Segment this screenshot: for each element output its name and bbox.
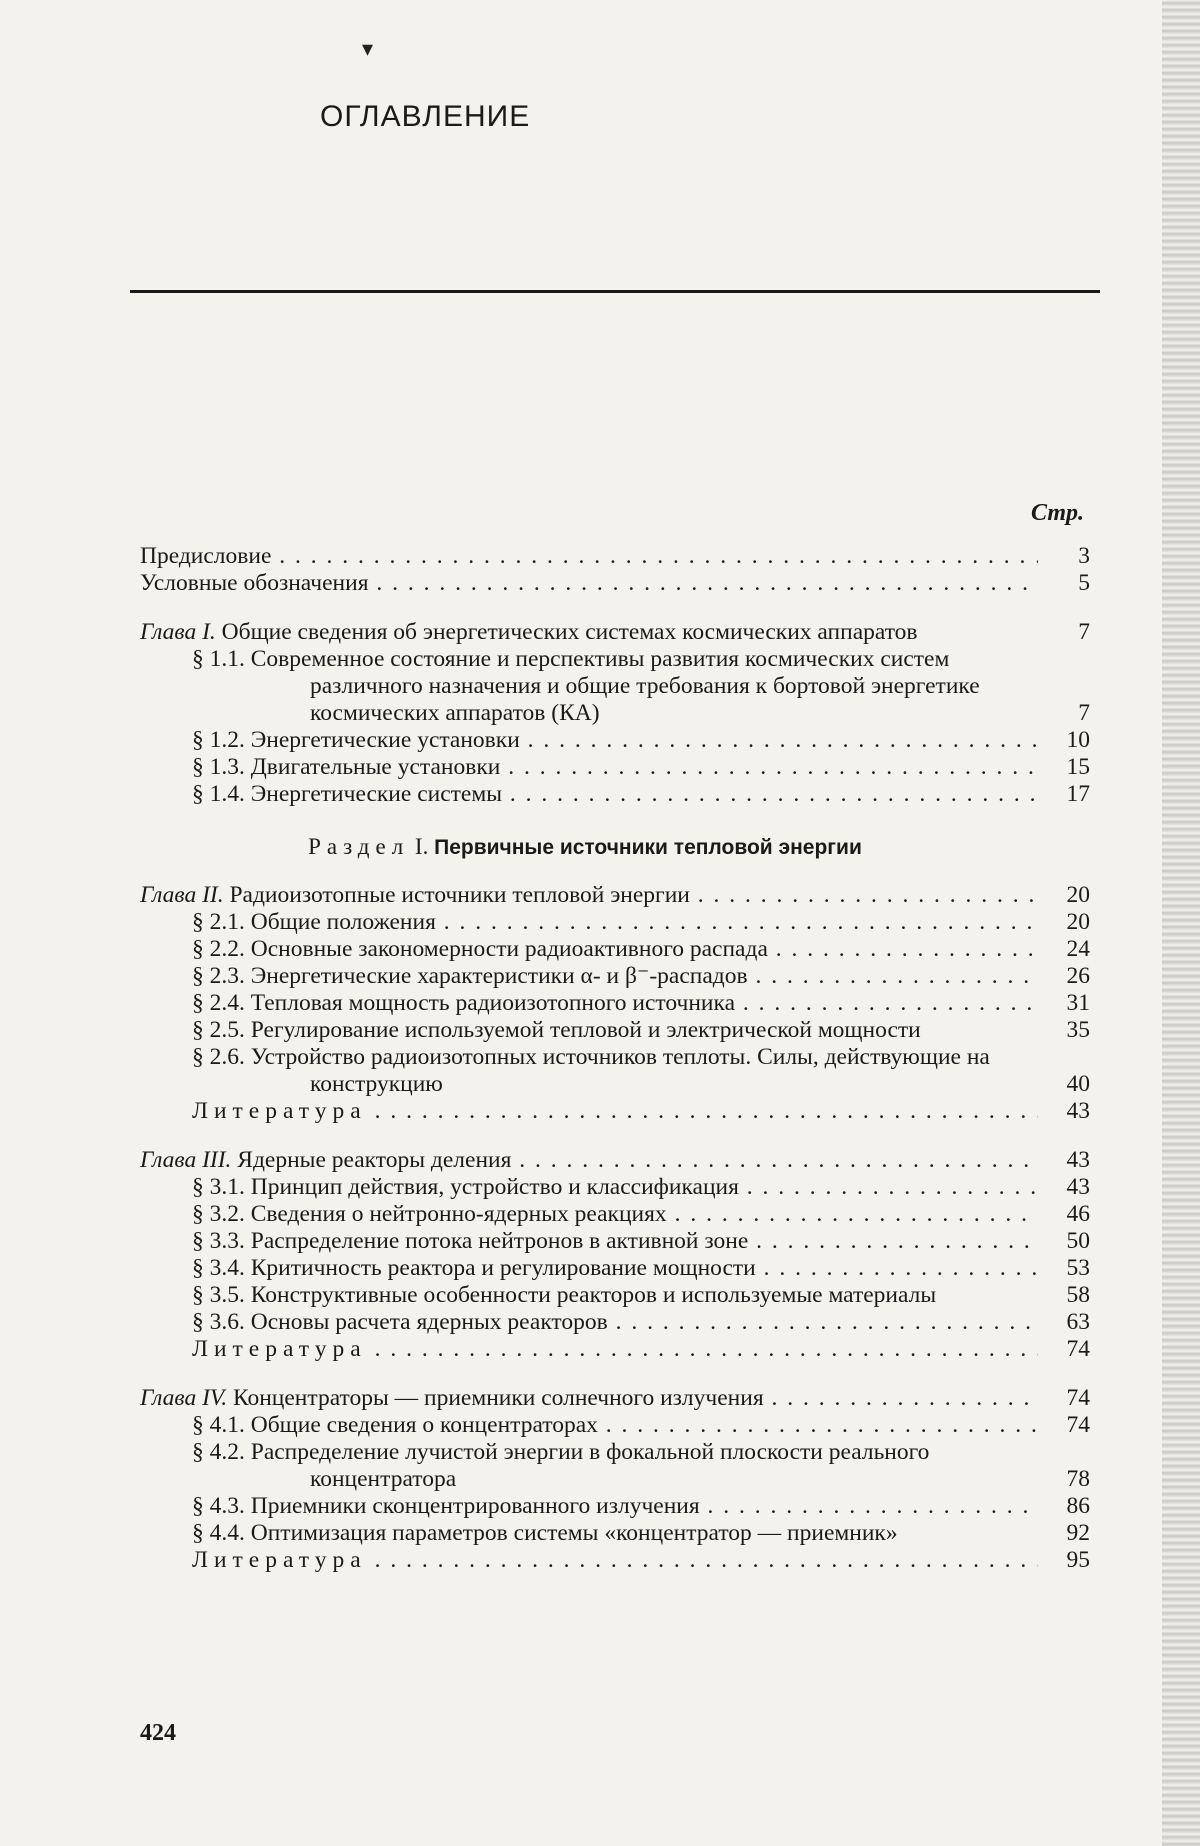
toc-entry-title: Энергетические системы [250, 781, 502, 807]
toc-row [140, 1147, 1090, 1174]
toc-entry-text [140, 963, 1038, 990]
toc-row [140, 936, 1090, 963]
toc-row [140, 570, 1090, 597]
toc-entry-text [140, 619, 1038, 646]
divider-rule [130, 290, 1100, 293]
toc-page-number: 40 [1066, 1071, 1090, 1097]
toc-page-number: 86 [1066, 1493, 1090, 1519]
toc-entry-number: § 4.4. [192, 1520, 245, 1546]
toc-entry-text [140, 754, 1038, 781]
toc-row [140, 1044, 1090, 1098]
scan-edge-shadow [1162, 0, 1200, 1846]
toc-page-number: 43 [1066, 1174, 1090, 1200]
toc-row [140, 1255, 1090, 1282]
toc-entry-title: Концентраторы — приемники солнечного излучения [232, 1385, 764, 1411]
toc-row [140, 1098, 1090, 1125]
toc-page-number: 20 [1066, 909, 1090, 935]
toc-entry-text [140, 990, 1038, 1017]
toc-entry-text [140, 1520, 1038, 1547]
toc-entry-title: Принцип действия, устройство и классификация [250, 1174, 739, 1200]
section-label: Раздел [308, 834, 410, 859]
toc-page-number: 95 [1066, 1547, 1090, 1573]
page-column-label: Стр. [1030, 500, 1084, 526]
toc-page-number: 46 [1066, 1201, 1090, 1227]
toc-entry-text [140, 781, 1038, 808]
toc-row [140, 1547, 1090, 1574]
toc-entry-title: Двигательные установки [250, 754, 501, 780]
toc-entry-number: § 2.2. [192, 936, 245, 962]
toc-entry-number: Глава II. [140, 882, 224, 908]
toc-entry-text [140, 1547, 1038, 1574]
toc-entry-text [140, 1385, 1038, 1412]
toc-page-number: 17 [1066, 781, 1090, 807]
toc-entry-title: Современное состояние и перспективы развития космических систем различного назначения и общие требования к бортовой энергетике космических аппаратов (КА) [250, 646, 980, 726]
toc-entry-number: § 4.3. [192, 1493, 245, 1519]
scan-speck: ▾ [362, 36, 374, 61]
toc-entry-number: § 2.1. [192, 909, 245, 935]
toc-row [140, 781, 1090, 808]
toc-page-number: 7 [1078, 700, 1090, 726]
toc-entry-text [140, 727, 1038, 754]
toc-entry-text [140, 543, 1038, 570]
toc-page-number: 15 [1066, 754, 1090, 780]
toc-entry-title: Приемники сконцентрированного излучения [250, 1493, 700, 1519]
toc-entry-text [140, 1174, 1038, 1201]
toc-entry-title: Сведения о нейтронно-ядерных реакциях [250, 1201, 667, 1227]
toc-entry-number: Глава I. [140, 619, 216, 645]
toc-page-number: 50 [1066, 1228, 1090, 1254]
toc-entries [140, 543, 1090, 1574]
toc-row [140, 1520, 1090, 1547]
toc-row [140, 1017, 1090, 1044]
toc-entry-title: Распределение лучистой энергии в фокальной плоскости реального концентратора [250, 1439, 930, 1492]
toc-entry-title: Литература [192, 1336, 367, 1362]
toc-page-number: 74 [1066, 1412, 1090, 1438]
toc-entry-title: Основы расчета ядерных реакторов [250, 1309, 608, 1335]
toc-entry-number: § 4.2. [192, 1439, 245, 1465]
toc-entry-number: § 3.1. [192, 1174, 245, 1200]
toc-entry-number: § 1.4. [192, 781, 245, 807]
toc-page-number: 43 [1066, 1147, 1090, 1173]
toc-entry-title: Тепловая мощность радиоизотопного источника [250, 990, 736, 1016]
section-title [140, 834, 1090, 860]
toc-row [140, 619, 1090, 646]
toc-entry-title: Радиоизотопные источники тепловой энергии [229, 882, 690, 908]
toc-entry-number: § 2.6. [192, 1044, 245, 1070]
toc-entry-title: Распределение потока нейтронов в активной зоне [250, 1228, 749, 1254]
toc-page-number: 58 [1066, 1282, 1090, 1308]
toc-entry-title: Основные закономерности радиоактивного распада [250, 936, 768, 962]
toc-entry-number: Глава III. [140, 1147, 232, 1173]
toc-entry-title: Общие сведения о концентраторах [250, 1412, 598, 1438]
toc-entry-text [140, 570, 1038, 597]
toc-page-number: 43 [1066, 1098, 1090, 1124]
toc-entry-number: § 3.2. [192, 1201, 245, 1227]
toc-row [140, 909, 1090, 936]
toc-row [140, 754, 1090, 781]
page-title: ОГЛАВЛЕНИЕ [320, 100, 531, 133]
toc-entry-text [140, 1493, 1038, 1520]
toc-page-number: 20 [1066, 882, 1090, 908]
toc-row [140, 1439, 1090, 1493]
toc-entry-number: Глава IV. [140, 1385, 228, 1411]
toc-entry-number: § 1.3. [192, 754, 245, 780]
toc-page-number: 74 [1066, 1336, 1090, 1362]
toc-row [140, 1282, 1090, 1309]
toc-entry-text [140, 882, 1038, 909]
toc-gap [140, 1125, 1090, 1147]
toc-row [140, 882, 1090, 909]
toc-row [140, 1493, 1090, 1520]
toc-entry-title: Критичность реактора и регулирование мощности [250, 1255, 756, 1281]
toc-entry-number: § 2.3. [192, 963, 245, 989]
toc-page-number: 5 [1078, 570, 1090, 596]
toc-entry-title: Устройство радиоизотопных источников теплоты. Силы, действующие на конструкцию [250, 1044, 990, 1097]
toc-entry-text [140, 1098, 1038, 1125]
toc-row [140, 1174, 1090, 1201]
toc-row [140, 1309, 1090, 1336]
toc-entry-text [140, 1309, 1038, 1336]
toc-gap [140, 1363, 1090, 1385]
toc-entry-title: Условные обозначения [140, 570, 369, 596]
toc-entry-title: Литература [192, 1098, 367, 1124]
toc-row [140, 1412, 1090, 1439]
toc-entry-number: § 3.5. [192, 1282, 245, 1308]
toc-entry-text [140, 1439, 1038, 1493]
toc-entry-title: Энергетические характеристики α- и β⁻-распадов [250, 963, 748, 989]
toc-row [140, 963, 1090, 990]
toc-entry-title: Общие сведения об энергетических системах космических аппаратов [221, 619, 918, 645]
toc-row [140, 990, 1090, 1017]
toc-entry-title: Конструктивные особенности реакторов и используемые материалы [250, 1282, 937, 1308]
toc-entry-title: Общие положения [250, 909, 436, 935]
toc-entry-text [140, 1282, 1038, 1309]
toc-entry-text [140, 1228, 1038, 1255]
toc-entry-text [140, 1336, 1038, 1363]
toc-row [140, 1336, 1090, 1363]
toc-page-number: 26 [1066, 963, 1090, 989]
toc-entry-text [140, 1017, 1038, 1044]
toc-entry-number: § 3.4. [192, 1255, 245, 1281]
toc-entry-number: § 3.6. [192, 1309, 245, 1335]
toc-page-number: 63 [1066, 1309, 1090, 1335]
toc-entry-number: § 1.1. [192, 646, 245, 672]
toc-entry-text [140, 1044, 1038, 1098]
toc-row [140, 646, 1090, 727]
toc-page-number: 35 [1066, 1017, 1090, 1043]
toc-page-number: 53 [1066, 1255, 1090, 1281]
section-name: Первичные источники тепловой энергии [434, 836, 862, 859]
toc-entry-text [140, 909, 1038, 936]
toc-entry-number: § 1.2. [192, 727, 245, 753]
toc-entry-text [140, 1147, 1038, 1174]
toc-page-number: 24 [1066, 936, 1090, 962]
toc-row [140, 1201, 1090, 1228]
toc-row [140, 1385, 1090, 1412]
table-of-contents [140, 500, 1090, 1574]
section-number: I. [409, 834, 435, 859]
toc-entry-title: Литература [192, 1547, 367, 1573]
toc-entry-text [140, 1412, 1038, 1439]
toc-entry-title: Ядерные реакторы деления [237, 1147, 512, 1173]
toc-page-number: 74 [1066, 1385, 1090, 1411]
toc-entry-number: § 4.1. [192, 1412, 245, 1438]
toc-entry-title: Регулирование используемой тепловой и электрической мощности [250, 1017, 921, 1043]
toc-row [140, 1228, 1090, 1255]
toc-entry-number: § 2.5. [192, 1017, 245, 1043]
toc-page-number: 7 [1078, 619, 1090, 645]
toc-entry-text [140, 1255, 1038, 1282]
toc-page-number: 78 [1066, 1466, 1090, 1492]
toc-entry-title: Энергетические установки [250, 727, 520, 753]
toc-page-number: 92 [1066, 1520, 1090, 1546]
toc-entry-number: § 2.4. [192, 990, 245, 1016]
toc-entry-text [140, 1201, 1038, 1228]
toc-entry-text [140, 646, 1038, 727]
toc-row [140, 543, 1090, 570]
toc-entry-title: Оптимизация параметров системы «концентратор — приемник» [250, 1520, 898, 1546]
toc-page-number: 3 [1078, 543, 1090, 569]
toc-entry-number: § 3.3. [192, 1228, 245, 1254]
toc-page-number: 31 [1066, 990, 1090, 1016]
toc-entry-title: Предисловие [140, 543, 272, 569]
toc-gap [140, 597, 1090, 619]
toc-page-number: 10 [1066, 727, 1090, 753]
toc-row [140, 727, 1090, 754]
toc-entry-text [140, 936, 1038, 963]
page-number: 424 [140, 1720, 176, 1746]
